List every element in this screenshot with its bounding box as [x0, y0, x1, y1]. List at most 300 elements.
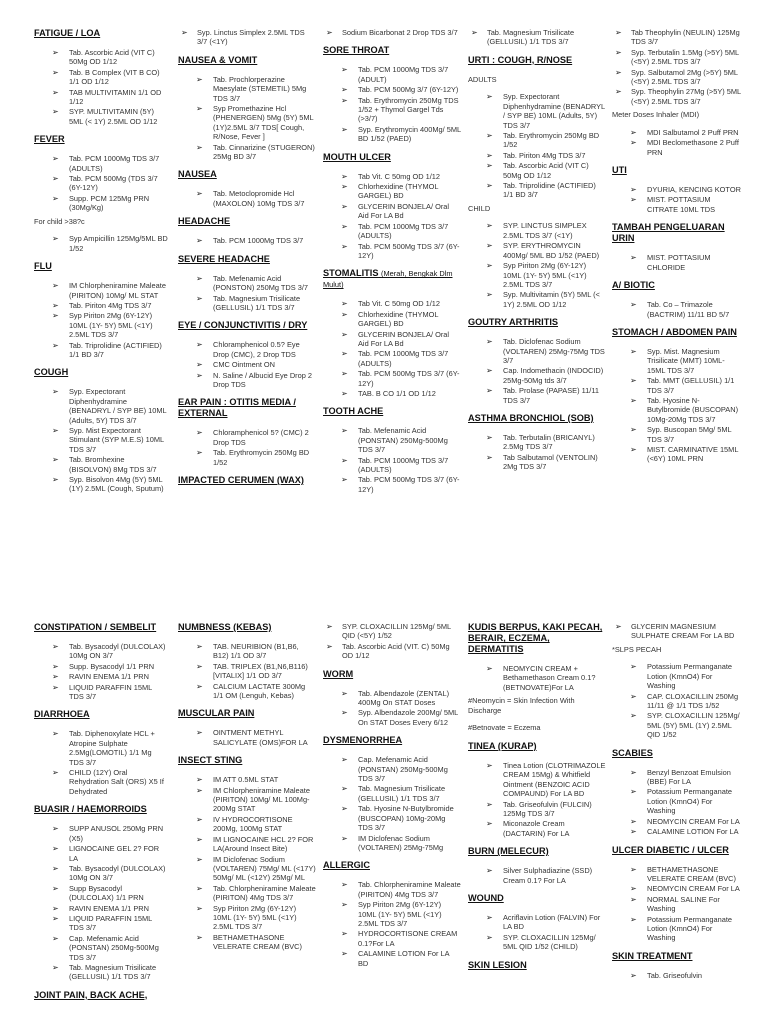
bullet-arrow-icon: ➢ [196, 142, 203, 152]
item-text: Tab. PCM 1000Mg TDS 3/7 (ADULT) [358, 65, 449, 84]
item-text: Tab. Erythromycin 250Mg BD 1/52 [213, 448, 310, 467]
item-list [612, 768, 742, 837]
bullet-arrow-icon: ➢ [196, 775, 203, 785]
list-item [468, 161, 606, 180]
item-list [468, 28, 606, 47]
section-heading [468, 741, 606, 752]
item-text: BETHAMETHASONE VELERATE CREAM (BVC) [213, 932, 302, 952]
bullet-arrow-icon: ➢ [196, 681, 203, 691]
item-text: Chloramphenicol 5? (CMC) 2 Drop TDS [213, 428, 309, 447]
list-item [34, 194, 168, 213]
section-note: #Neomycin = Skin Infection With Discharge [468, 696, 575, 715]
list-item [34, 311, 168, 339]
item-text: Tab. PCM 500Mg TDS 3/7 (6Y-12Y) [358, 369, 460, 388]
item-text: Syp. Theophylin 27Mg (>5Y) 5ML (<5Y) 2.5ML TDS 3/7 [631, 87, 741, 106]
bullet-arrow-icon: ➢ [341, 369, 348, 379]
list-item [468, 933, 606, 952]
list-item [612, 711, 742, 739]
section [178, 55, 316, 162]
bullet-arrow-icon: ➢ [630, 185, 637, 195]
item-text: Syp. Buscopan 5Mg/ 5ML TDS 3/7 [647, 425, 732, 444]
bullet-arrow-icon: ➢ [196, 854, 203, 864]
item-text: SYP. CLOXACILLIN 125Mg/ 5ML QID 1/52 (CHILD) [503, 932, 596, 952]
bullet-arrow-icon: ➢ [196, 273, 203, 283]
bullet-arrow-icon: ➢ [52, 425, 59, 435]
section-note: ADULTS [468, 74, 497, 84]
item-list [468, 221, 606, 309]
item-list [468, 92, 606, 199]
item-text: CHILD (12Y) Oral Rehydration Salt (ORS) X5 If Dehydrated [69, 768, 164, 796]
bullet-arrow-icon: ➢ [341, 65, 348, 75]
section [323, 860, 461, 968]
item-text: NEOMYCIN CREAM For LA [647, 884, 740, 894]
bullet-arrow-icon: ➢ [52, 234, 59, 244]
heading-text: A/ BIOTIC [612, 280, 655, 291]
bullet-arrow-icon: ➢ [630, 127, 637, 137]
list-item [178, 775, 316, 784]
bullet-arrow-icon: ➢ [341, 784, 348, 794]
item-text: TAB. NEURIBION (B1,B6, B12) 1/1 OD 3/7 [213, 642, 299, 661]
item-text: Tab. Triprolidine (ACTIFIED) 1/1 BD 3/7 [503, 181, 596, 200]
bullet-arrow-icon: ➢ [486, 664, 493, 673]
bullet-arrow-icon: ➢ [486, 92, 493, 102]
list-item [612, 347, 742, 375]
list-item [323, 299, 461, 308]
list-item [468, 800, 606, 819]
list-item [468, 151, 606, 160]
list-item [323, 222, 461, 241]
item-text: SYP. MULTIVITAMIN (5Y) 5ML (< 1Y) 2.5ML OD 1/12 [69, 107, 158, 126]
item-text: IM Chlorpheniramine Maleate (PIRITON) 10Mg/ ML 100Mg-200Mg STAT [213, 785, 310, 814]
bullet-arrow-icon: ➢ [615, 67, 622, 77]
list-item [178, 428, 316, 447]
section-note: #Betnovate = Eczema [468, 723, 541, 733]
item-text: Tab. Magnesium Trisilicate (GELLUSIL) 1/1 TDS 3/7 [213, 293, 301, 312]
item-text: Tab. Prochlorperazine Maesylate (STEMETIL) 5Mg TDS 3/7 [213, 74, 307, 103]
section [34, 261, 168, 359]
bullet-arrow-icon: ➢ [52, 174, 59, 184]
list-item [34, 914, 168, 933]
bullet-arrow-icon: ➢ [630, 253, 637, 263]
bullet-arrow-icon: ➢ [486, 866, 493, 876]
item-text: Syp. Expectorant Diphenhydramine (BENADRYL / SYP BE) 10ML (Adults, 5Y) TDS 3/7 [503, 92, 605, 130]
bullet-arrow-icon: ➢ [196, 293, 203, 303]
item-text: Tab. Mefenamic Acid (PONSTON) 250Mg TDS 3/7 [213, 273, 309, 293]
heading-text: TAMBAH PENGELUARAN URIN [612, 222, 725, 244]
section-heading [612, 222, 742, 244]
section-heading [34, 709, 168, 720]
heading-text: TOOTH ACHE [323, 406, 384, 417]
bullet-arrow-icon: ➢ [486, 150, 493, 160]
heading-text: ALLERGIC [323, 860, 370, 871]
heading-text: DIARRHOEA [34, 709, 90, 720]
section [612, 622, 742, 740]
section [323, 45, 461, 143]
bullet-arrow-icon: ➢ [52, 475, 59, 484]
item-list [34, 281, 168, 359]
item-text: IM LIGNOCAINE HCL 2? FOR LA(Around Insect Bite) [213, 834, 314, 854]
section [468, 413, 606, 472]
list-item [323, 172, 461, 181]
bullet-arrow-icon: ➢ [630, 970, 637, 980]
list-item [178, 236, 316, 245]
list-item [178, 662, 316, 681]
section-heading [468, 413, 606, 424]
section [612, 951, 742, 980]
section [178, 397, 316, 467]
list-item [34, 963, 168, 982]
list-item [612, 971, 742, 980]
list-item [612, 185, 742, 194]
item-text: Supp. Bysacodyl 1/1 PRN [69, 661, 155, 671]
bullet-arrow-icon: ➢ [341, 455, 348, 465]
list-item [468, 819, 606, 838]
bullet-arrow-icon: ➢ [326, 622, 333, 631]
section-heading [323, 45, 461, 56]
item-text: Tab. Prolase (PAPASE) 11/11 TDS 3/7 [503, 386, 599, 405]
list-item [34, 824, 168, 843]
item-text: Syp. Salbutamol 2Mg (>5Y) 5ML (<5Y) 2.5ML TDS 3/7 [631, 67, 738, 87]
list-item [612, 253, 742, 272]
item-list [323, 426, 461, 494]
item-text: MDI Salbutamol 2 Puff PRN [647, 127, 739, 137]
item-text: Tab. PCM 500Mg 3/7 (6Y-12Y) [358, 85, 459, 95]
bullet-arrow-icon: ➢ [486, 261, 493, 271]
item-text: Tab Vit. C 50mg OD 1/12 [358, 171, 441, 181]
section [34, 804, 168, 982]
column [320, 622, 461, 1024]
section-heading [178, 755, 316, 766]
section [34, 134, 168, 253]
list-item [468, 241, 606, 260]
item-text: Syp. Albendazole 200Mg/ 5ML On STAT Doses Every 6/12 [358, 708, 458, 727]
item-text: Syp. Mist Expectorant Stimulant (SYP M.E.S) 10ML TDS 3/7 [69, 425, 164, 454]
heading-text: WORM [323, 668, 354, 679]
item-text: Tab Theophylin (NEULIN) 125Mg TDS 3/7 [631, 28, 740, 47]
item-text: Tab. Ascorbic Acid (VIT. C) 50Mg OD 1/12 [342, 641, 450, 661]
item-text: Potassium Permanganate Lotion (KmnO4) For Washing [647, 662, 733, 691]
item-text: SYP. CLOXACILLIN 125Mg/ 5ML QID (<5Y) 1/52 [342, 622, 451, 641]
bullet-arrow-icon: ➢ [196, 340, 203, 350]
section-heading [34, 622, 168, 633]
heading-text: UTI [612, 165, 627, 176]
section-heading [612, 165, 742, 176]
heading-text: EYE / CONJUNCTIVITIS / DRY [178, 320, 308, 331]
bullet-arrow-icon: ➢ [341, 880, 348, 890]
item-text: SUPP ANUSOL 250Mg PRN (X5) [69, 824, 164, 843]
list-item [323, 389, 461, 398]
item-list [468, 913, 606, 952]
item-text: Tab. PCM 1000Mg TDS 3/7 [213, 236, 304, 246]
item-text: Tab. Erythromycin 250Mg TDS 1/52 + Thymol Gargel Tds (>3/7) [358, 95, 459, 124]
heading-text: ASTHMA BRONCHIOL (SOB) [468, 412, 594, 423]
bullet-arrow-icon: ➢ [630, 376, 637, 386]
section [178, 254, 316, 313]
list-item [612, 396, 742, 424]
list-item [612, 425, 742, 444]
item-list [612, 971, 742, 980]
bullet-arrow-icon: ➢ [196, 785, 203, 795]
item-text: DYURIA, KENCING KOTOR [647, 185, 741, 195]
item-text: Supp. PCM 125Mg PRN (30Mg/Kg) [69, 193, 150, 213]
item-text: Syp Piriton 2Mg (6Y-12Y) 10ML (1Y- 5Y) 5ML (<1Y) 2.5ML TDS 3/7 [69, 311, 153, 340]
list-item [323, 125, 461, 144]
bullet-arrow-icon: ➢ [52, 387, 59, 397]
item-text: SYP. LINCTUS SIMPLEX 2.5ML TDS 3/7 (<1Y) [503, 221, 587, 240]
item-text: Tab. Terbutalin (BRICANYL) 2.5Mg TDS 3/7 [503, 432, 595, 452]
item-list [468, 761, 606, 838]
item-text: Syp. Erythromycin 400Mg/ 5ML BD 1/52 (PAED) [358, 124, 461, 144]
list-item [34, 642, 168, 661]
bullet-arrow-icon: ➢ [52, 642, 59, 651]
list-item [34, 729, 168, 767]
section-heading [178, 622, 316, 633]
list-item [612, 662, 742, 690]
bullet-arrow-icon: ➢ [341, 388, 348, 398]
list-item [178, 143, 316, 162]
item-text: Tab. Ascorbic Acid (VIT C) 50Mg OD 1/12 [503, 161, 589, 180]
bullet-arrow-icon: ➢ [341, 475, 348, 485]
list-item [34, 107, 168, 126]
section-heading [178, 708, 316, 719]
list-item [323, 708, 461, 727]
bullet-arrow-icon: ➢ [630, 767, 637, 777]
list-item [34, 844, 168, 863]
item-text: RAVIN ENEMA 1/1 PRN [69, 903, 149, 913]
item-text: Syp Promethazine Hcl (PHENERGEN) 5Mg (5Y) 5ML (1Y)2.5ML 3/7 TDS[ Cough, R/Nose, Fever ] [213, 104, 314, 142]
section [612, 845, 742, 943]
item-text: Tab Salbutamol (VENTOLIN) 2Mg TDS 3/7 [503, 452, 598, 472]
item-list [34, 48, 168, 126]
bullet-arrow-icon: ➢ [486, 761, 493, 770]
bullet-arrow-icon: ➢ [630, 884, 637, 894]
bullet-arrow-icon: ➢ [615, 28, 622, 37]
item-list [178, 189, 316, 208]
section [178, 475, 316, 486]
bullet-arrow-icon: ➢ [52, 913, 59, 923]
heading-text: JOINT PAIN, BACK ACHE, [34, 989, 148, 1000]
section [178, 216, 316, 245]
bullet-arrow-icon: ➢ [341, 949, 348, 959]
bullet-arrow-icon: ➢ [52, 281, 59, 291]
heading-text: BUASIR / HAEMORROIDS [34, 804, 147, 815]
item-list [468, 664, 606, 692]
item-text: MIST. POTTASIUM CITRATE 10ML TDS [647, 195, 716, 214]
heading-note: (Merah, Bengkak Dlm Mulut) [323, 269, 453, 290]
heading-text: HEADACHE [178, 216, 231, 227]
list-item [612, 884, 742, 893]
list-item [34, 48, 168, 67]
section [323, 152, 461, 261]
bullet-arrow-icon: ➢ [471, 28, 478, 37]
bullet-arrow-icon: ➢ [52, 67, 59, 77]
section-heading [34, 804, 168, 815]
bullet-arrow-icon: ➢ [341, 329, 348, 339]
bullet-arrow-icon: ➢ [341, 900, 348, 910]
bullet-arrow-icon: ➢ [52, 768, 59, 778]
bullet-arrow-icon: ➢ [615, 47, 622, 57]
bullet-arrow-icon: ➢ [630, 395, 637, 405]
item-text: Potassium Permanganate Lotion (KmnO4) For Washing [647, 914, 733, 943]
list-item [323, 426, 461, 454]
list-item [612, 622, 742, 641]
list-item [178, 104, 316, 142]
column [320, 28, 461, 618]
section-heading [34, 28, 168, 39]
section [323, 406, 461, 494]
item-text: Tab. Diclofenac Sodium (VOLTAREN) 25Mg-75Mg TDS 3/7 [503, 337, 605, 365]
section [468, 28, 606, 47]
heading-text: MUSCULAR PAIN [178, 708, 255, 719]
bullet-arrow-icon: ➢ [341, 241, 348, 251]
heading-text: NAUSEA [178, 169, 217, 180]
item-text: Tab. Magnesium Trisilicate (GELLUSIL) 1/1 TDS 3/7 [358, 784, 446, 803]
section [468, 317, 606, 405]
item-text: IM Diclofenac Sodium (VOLTAREN) 25Mg-75Mg [358, 833, 444, 852]
list-item [612, 68, 742, 87]
item-text: Supp Bysacodyl (DULCOLAX) 1/1 PRN [69, 883, 144, 903]
bullet-arrow-icon: ➢ [196, 189, 203, 199]
item-text: Syp. Multivitamin (5Y) 5ML (< 1Y) 2.5ML OD 1/12 [503, 290, 600, 309]
item-text: Acriflavin Lotion (FALVIN) For LA BD [503, 913, 601, 932]
item-text: Tab. Co – Trimazole (BACTRIM) 11/11 BD 5/7 [647, 300, 730, 319]
bullet-arrow-icon: ➢ [486, 366, 493, 376]
item-text: Tab Vit. C 50mg OD 1/12 [358, 299, 441, 309]
bullet-arrow-icon: ➢ [486, 932, 493, 942]
bullet-arrow-icon: ➢ [341, 708, 348, 718]
section-heading [468, 55, 606, 66]
list-item [178, 189, 316, 208]
item-text: Tab. Chlorpheniramine Maleate (PIRITON) 4Mg TDS 3/7 [213, 883, 316, 903]
bullet-arrow-icon: ➢ [341, 85, 348, 95]
item-text: Tab. Erythromycin 250Mg BD 1/52 [503, 131, 600, 150]
list-item [323, 949, 461, 968]
item-text: HYDROCORTISONE CREAM 0.1?For LA [358, 929, 458, 948]
item-list [178, 340, 316, 389]
item-list [468, 337, 606, 405]
list-item [178, 294, 316, 313]
list-item [34, 768, 168, 796]
bullet-arrow-icon: ➢ [341, 299, 348, 309]
item-text: Benzyl Benzoat Emulsion (BBE) For LA [647, 767, 731, 787]
bullet-arrow-icon: ➢ [196, 661, 203, 671]
bullet-arrow-icon: ➢ [486, 337, 493, 347]
item-list [323, 622, 461, 661]
heading-text: TINEA (KURAP) [468, 741, 537, 751]
column [465, 28, 606, 618]
section [323, 28, 461, 37]
bullet-arrow-icon: ➢ [196, 74, 203, 84]
item-text: NEOMYCIN CREAM For LA [647, 816, 740, 826]
list-item [612, 376, 742, 395]
section-heading [34, 261, 168, 272]
item-list [323, 755, 461, 852]
section [468, 960, 606, 971]
item-text: Tinea Lotion (CLOTRIMAZOLE CREAM 15Mg) & Whitfield Ointment (BENZOIC ACID COMPAUND) For LA BD [503, 761, 606, 799]
section [468, 846, 606, 885]
section [468, 622, 606, 733]
item-text: Tab. Mefenamic Acid (PONSTAN) 250Mg-500Mg TDS 3/7 [358, 426, 448, 455]
list-item [612, 300, 742, 319]
item-list [612, 185, 742, 214]
list-item [323, 784, 461, 803]
item-list [34, 154, 168, 212]
list-item [178, 835, 316, 854]
upper-section [0, 28, 768, 618]
item-text: Syp Piriton 2Mg (6Y-12Y) 10ML (1Y- 5Y) 5ML (<1Y) 2.5ML TDS 3/7 [358, 900, 442, 928]
heading-text: EAR PAIN : OTITIS MEDIA / EXTERNAL [178, 397, 296, 419]
section [612, 28, 742, 157]
item-list [612, 622, 742, 641]
bullet-arrow-icon: ➢ [486, 819, 493, 829]
bullet-arrow-icon: ➢ [630, 711, 637, 721]
list-item [34, 864, 168, 883]
item-text: Syp. Mist. Magnesium Trisilicate (MMT) 10ML-15ML TDS 3/7 [647, 346, 725, 375]
list-item [612, 445, 742, 464]
bullet-arrow-icon: ➢ [196, 903, 203, 913]
heading-text: SCABIES [612, 747, 653, 758]
list-item [612, 128, 742, 137]
list-item [612, 768, 742, 787]
bullet-arrow-icon: ➢ [52, 824, 59, 834]
section [34, 367, 168, 493]
section-heading [178, 216, 316, 227]
list-item [468, 386, 606, 405]
list-item [468, 290, 606, 309]
heading-text: IMPACTED CERUMEN (WAX) [178, 474, 304, 485]
item-text: Tab. B Complex (VIT B CO) 1/1 OD 1/12 [69, 67, 160, 87]
section [178, 755, 316, 951]
item-text: CALCIUM LACTATE 300Mg 1/1 OM (Lenguh, Kebas) [213, 681, 306, 701]
item-text: Syp. Linctus Simplex 2.5ML TDS 3/7 (<1Y) [197, 28, 305, 47]
heading-text: BURN (MELECUR) [468, 846, 549, 857]
list-item [323, 349, 461, 368]
item-list [178, 28, 316, 47]
bullet-arrow-icon: ➢ [196, 236, 203, 246]
item-text: IM Diclofenac Sodium (VOLTAREN) 75Mg/ ML (<17Y) 50Mg/ ML (<12Y) 25Mg/ ML [213, 854, 316, 883]
heading-text: NAUSEA & VOMIT [178, 54, 258, 65]
bullet-arrow-icon: ➢ [486, 452, 493, 462]
item-text: NEOMYCIN CREAM + Bethamethason Cream 0.1? (BETNOVATE)For LA [503, 664, 596, 692]
section-heading [178, 55, 316, 66]
item-text: Tab. Diphenoxylate HCL + Atropine Sulphate 2.5Mg(LOMOTIL) 1/1 Mg TDS 3/7 [69, 729, 155, 767]
item-list [34, 729, 168, 796]
item-text: Cap. Mefenamic Acid (PONSTAN) 250Mg-500Mg TDS 3/7 [358, 755, 448, 784]
bullet-arrow-icon: ➢ [52, 863, 59, 873]
section [612, 748, 742, 837]
item-list [612, 300, 742, 319]
section-heading [468, 317, 606, 328]
bullet-arrow-icon: ➢ [196, 104, 203, 114]
list-item [468, 913, 606, 932]
item-list [178, 728, 316, 747]
bullet-arrow-icon: ➢ [630, 894, 637, 904]
item-text: Tab. Magnesium Trisilicate (GELLUSIL) 1/1 TDS 3/7 [487, 28, 575, 47]
section-note: *SLPS PECAH [612, 644, 662, 654]
column [609, 28, 742, 618]
item-text: OINTMENT METHYL SALICYLATE (OMS)FOR LA [213, 728, 308, 747]
list-item [612, 895, 742, 914]
item-list [612, 662, 742, 739]
heading-text: WOUND [468, 893, 504, 904]
bullet-arrow-icon: ➢ [341, 309, 348, 319]
bullet-arrow-icon: ➢ [341, 804, 348, 814]
item-text: Tab. Chlorpheniramine Maleate (PIRITON) 4Mg TDS 3/7 [358, 880, 461, 899]
list-item [178, 360, 316, 369]
item-text: CALAMINE LOTION For LA [647, 827, 739, 837]
list-item [323, 242, 461, 261]
bullet-arrow-icon: ➢ [52, 311, 59, 321]
